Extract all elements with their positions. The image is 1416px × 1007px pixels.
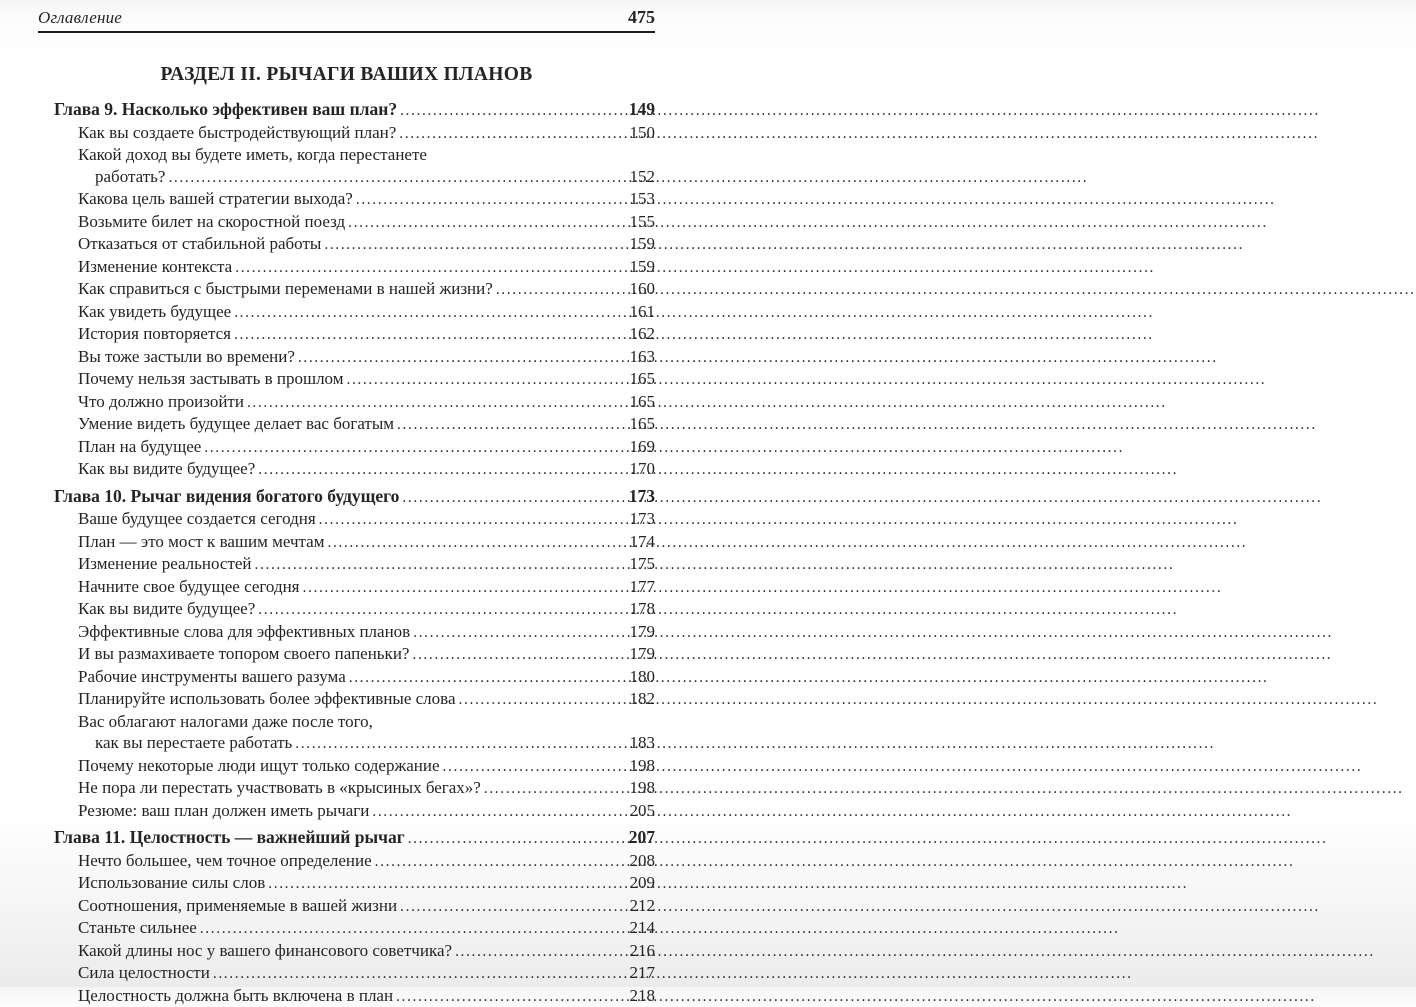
toc-entry-row bbox=[38, 666, 655, 689]
dot-leader bbox=[319, 508, 628, 531]
toc-entry-text: Как вы создаете быстродействующий план? bbox=[78, 122, 396, 144]
toc-page-number: 198 bbox=[630, 777, 656, 799]
toc-page-number: 183 bbox=[630, 732, 656, 754]
section-title: РАЗДЕЛ II. РЫЧАГИ ВАШИХ ПЛАНОВ bbox=[38, 64, 655, 86]
dot-leader bbox=[412, 643, 627, 666]
toc-entry-row bbox=[38, 323, 655, 346]
dot-leader bbox=[413, 621, 627, 644]
dot-leader bbox=[234, 323, 628, 346]
toc-page-number: 178 bbox=[630, 598, 656, 620]
toc-entry-text: План — это мост к вашим мечтам bbox=[78, 531, 324, 553]
toc-entry-row bbox=[38, 122, 655, 145]
toc-entry-text: Вы тоже застыли во времени? bbox=[78, 346, 295, 368]
toc-entry-row bbox=[38, 368, 655, 391]
toc-entry-text: И вы размахиваете топором своего папеньки? bbox=[78, 643, 409, 665]
toc-page-number: 218 bbox=[630, 985, 656, 1007]
toc-page-number: 208 bbox=[630, 850, 656, 872]
toc-page-number: 173 bbox=[629, 486, 655, 508]
toc-entry-row bbox=[38, 895, 655, 918]
toc-page-number: 152 bbox=[630, 166, 656, 188]
toc-entry-row bbox=[38, 755, 655, 778]
toc-page-number: 205 bbox=[630, 800, 656, 822]
toc-entry-row bbox=[38, 436, 655, 459]
toc-entry-row bbox=[38, 850, 655, 873]
toc-page-number: 155 bbox=[630, 211, 656, 233]
dot-leader bbox=[303, 576, 628, 599]
toc-entry-text: Как справиться с быстрыми переменами в нашей жизни? bbox=[78, 278, 493, 300]
toc-page-number: 159 bbox=[630, 256, 656, 278]
dot-leader bbox=[295, 732, 627, 755]
toc-page-number: 159 bbox=[630, 233, 656, 255]
toc-entry-row bbox=[38, 917, 655, 940]
toc-chapter-row bbox=[38, 827, 655, 850]
toc-entry-row bbox=[38, 553, 655, 576]
toc-entry-text: Какова цель вашей стратегии выхода? bbox=[78, 188, 353, 210]
toc-page-number: 153 bbox=[630, 188, 656, 210]
toc-page-number: 182 bbox=[630, 688, 656, 710]
toc-entry-text: Станьте сильнее bbox=[78, 917, 197, 939]
dot-leader bbox=[324, 233, 627, 256]
dot-leader bbox=[346, 368, 627, 391]
toc-page-number: 180 bbox=[630, 666, 656, 688]
toc-page-number: 216 bbox=[630, 940, 656, 962]
toc-entry-text: Не пора ли перестать участвовать в «крысиных бегах»? bbox=[78, 777, 481, 799]
toc-entry-row bbox=[38, 278, 655, 301]
toc-entry-text: Умение видеть будущее делает вас богатым bbox=[78, 413, 394, 435]
toc-entry-text: Использование силы слов bbox=[78, 872, 265, 894]
dot-leader bbox=[298, 346, 628, 369]
toc-entry-row bbox=[38, 301, 655, 324]
toc-entry-text: Рабочие инструменты вашего разума bbox=[78, 666, 346, 688]
toc-entry-text: Как вы видите будущее? bbox=[78, 598, 255, 620]
toc-entry-row bbox=[38, 732, 655, 755]
toc-entry-text: Глава 11. Целостность — важнейший рычаг bbox=[54, 827, 405, 849]
toc-entry-row bbox=[38, 962, 655, 985]
toc-entry-text: Эффективные слова для эффективных планов bbox=[78, 621, 410, 643]
toc-page-number: 170 bbox=[630, 458, 656, 480]
toc-entry-row bbox=[38, 508, 655, 531]
dot-leader bbox=[399, 122, 627, 145]
toc-entry-row bbox=[38, 256, 655, 279]
toc-page-number: 179 bbox=[630, 621, 656, 643]
toc-entry-text: Начните свое будущее сегодня bbox=[78, 576, 300, 598]
toc-page-number: 165 bbox=[630, 413, 656, 435]
dot-leader bbox=[484, 777, 628, 800]
toc-entry-row bbox=[38, 621, 655, 644]
toc-entry-text: Нечто большее, чем точное определение bbox=[78, 850, 372, 872]
dot-leader bbox=[235, 256, 627, 279]
dot-leader bbox=[455, 940, 627, 963]
dot-leader bbox=[402, 486, 626, 509]
toc-entry-row bbox=[38, 346, 655, 369]
dot-leader bbox=[443, 755, 628, 778]
toc-page-number: 198 bbox=[630, 755, 656, 777]
dot-leader bbox=[375, 850, 628, 873]
dot-leader bbox=[356, 188, 628, 211]
dot-leader bbox=[408, 827, 627, 850]
toc-entry-text: как вы перестаете работать bbox=[95, 732, 292, 754]
toc-entry-text: Какой доход вы будете иметь, когда перестанете bbox=[78, 144, 427, 166]
toc-entry-row bbox=[38, 711, 655, 733]
toc-entry-text: Какой длины нос у вашего финансового советчика? bbox=[78, 940, 452, 962]
dot-leader bbox=[247, 391, 628, 414]
toc-page-number: 179 bbox=[630, 643, 656, 665]
dot-leader bbox=[496, 278, 628, 301]
toc-entry-row bbox=[38, 643, 655, 666]
dot-leader bbox=[168, 166, 627, 189]
running-head bbox=[38, 0, 655, 33]
toc-entry-text: История повторяется bbox=[78, 323, 231, 345]
toc-entry-text: План на будущее bbox=[78, 436, 201, 458]
toc-page-number: 217 bbox=[630, 962, 656, 984]
toc-entry-text: Как увидеть будущее bbox=[78, 301, 231, 323]
dot-leader bbox=[327, 531, 627, 554]
toc-chapter-row bbox=[38, 99, 655, 122]
toc-entry-text: Соотношения, применяемые в вашей жизни bbox=[78, 895, 397, 917]
dot-leader bbox=[348, 211, 627, 234]
toc-page-number: 163 bbox=[630, 346, 656, 368]
toc-page-number: 177 bbox=[630, 576, 656, 598]
toc-page-number: 173 bbox=[630, 508, 656, 530]
toc-entry-row bbox=[38, 144, 655, 166]
toc-entry-row bbox=[38, 531, 655, 554]
toc-entry-text: Изменение реальностей bbox=[78, 553, 252, 575]
toc-entry-text: Сила целостности bbox=[78, 962, 210, 984]
toc-page-number: 162 bbox=[630, 323, 656, 345]
toc-page-number: 160 bbox=[630, 278, 656, 300]
toc-entry-row bbox=[38, 233, 655, 256]
dot-leader bbox=[396, 985, 627, 1007]
toc-entry-row bbox=[38, 166, 655, 189]
dot-leader bbox=[349, 666, 628, 689]
toc-entry-row bbox=[38, 985, 655, 1007]
toc-entry-row bbox=[38, 413, 655, 436]
toc-entry-text: Изменение контекста bbox=[78, 256, 232, 278]
toc-entry-text: Резюме: ваш план должен иметь рычаги bbox=[78, 800, 369, 822]
toc-entry-row bbox=[38, 391, 655, 414]
toc-entry-text: Вас облагают налогами даже после того, bbox=[78, 711, 373, 733]
dot-leader bbox=[258, 458, 627, 481]
toc-entry-text: Целостность должна быть включена в план bbox=[78, 985, 393, 1007]
dot-leader bbox=[372, 800, 627, 823]
toc-entry-text: Как вы видите будущее? bbox=[78, 458, 255, 480]
toc-entry-text: работать? bbox=[95, 166, 165, 188]
toc-entry-row bbox=[38, 598, 655, 621]
toc-entry-text: Почему нельзя застывать в прошлом bbox=[78, 368, 343, 390]
toc-page-number: 150 bbox=[630, 122, 656, 144]
dot-leader bbox=[397, 413, 627, 436]
toc-entry-text: Возьмите билет на скоростной поезд bbox=[78, 211, 345, 233]
dot-leader bbox=[459, 688, 628, 711]
toc-entry-text: Планируйте использовать более эффективные слова bbox=[78, 688, 456, 710]
toc-chapter-row bbox=[38, 486, 655, 509]
toc-entry-text: Ваше будущее создается сегодня bbox=[78, 508, 316, 530]
toc-entry-row bbox=[38, 688, 655, 711]
toc-entry-row bbox=[38, 777, 655, 800]
dot-leader bbox=[213, 962, 628, 985]
toc-entry-row bbox=[38, 458, 655, 481]
table-of-contents bbox=[38, 99, 655, 1007]
toc-page-number: 165 bbox=[630, 391, 656, 413]
dot-leader bbox=[255, 553, 628, 576]
dot-leader bbox=[400, 895, 627, 918]
toc-entry-text: Глава 10. Рычаг видения богатого будущего bbox=[54, 486, 399, 508]
dot-leader bbox=[200, 917, 628, 940]
toc-page-number: 207 bbox=[629, 827, 655, 849]
toc-page-number: 169 bbox=[630, 436, 656, 458]
dot-leader bbox=[268, 872, 627, 895]
book-toc-page bbox=[0, 0, 691, 987]
toc-entry-row bbox=[38, 872, 655, 895]
toc-entry-row bbox=[38, 940, 655, 963]
running-head-page-number: 475 bbox=[628, 7, 655, 28]
toc-page-number: 209 bbox=[630, 872, 656, 894]
toc-entry-row bbox=[38, 800, 655, 823]
toc-page-number: 161 bbox=[630, 301, 656, 323]
toc-entry-row bbox=[38, 188, 655, 211]
toc-page-number: 149 bbox=[629, 99, 655, 121]
toc-entry-row bbox=[38, 576, 655, 599]
dot-leader bbox=[204, 436, 627, 459]
toc-page-number: 174 bbox=[630, 531, 656, 553]
dot-leader bbox=[234, 301, 627, 324]
toc-entry-text: Глава 9. Насколько эффективен ваш план? bbox=[54, 99, 397, 121]
toc-entry-text: Отказаться от стабильной работы bbox=[78, 233, 321, 255]
toc-page-number: 212 bbox=[630, 895, 656, 917]
dot-leader bbox=[400, 99, 627, 122]
dot-leader bbox=[258, 598, 627, 621]
toc-page-number: 175 bbox=[630, 553, 656, 575]
toc-entry-text: Почему некоторые люди ищут только содержание bbox=[78, 755, 440, 777]
toc-entry-text: Что должно произойти bbox=[78, 391, 244, 413]
toc-entry-row bbox=[38, 211, 655, 234]
toc-page-number: 165 bbox=[630, 368, 656, 390]
toc-page-number: 214 bbox=[630, 917, 656, 939]
running-head-title: Оглавление bbox=[38, 8, 122, 28]
